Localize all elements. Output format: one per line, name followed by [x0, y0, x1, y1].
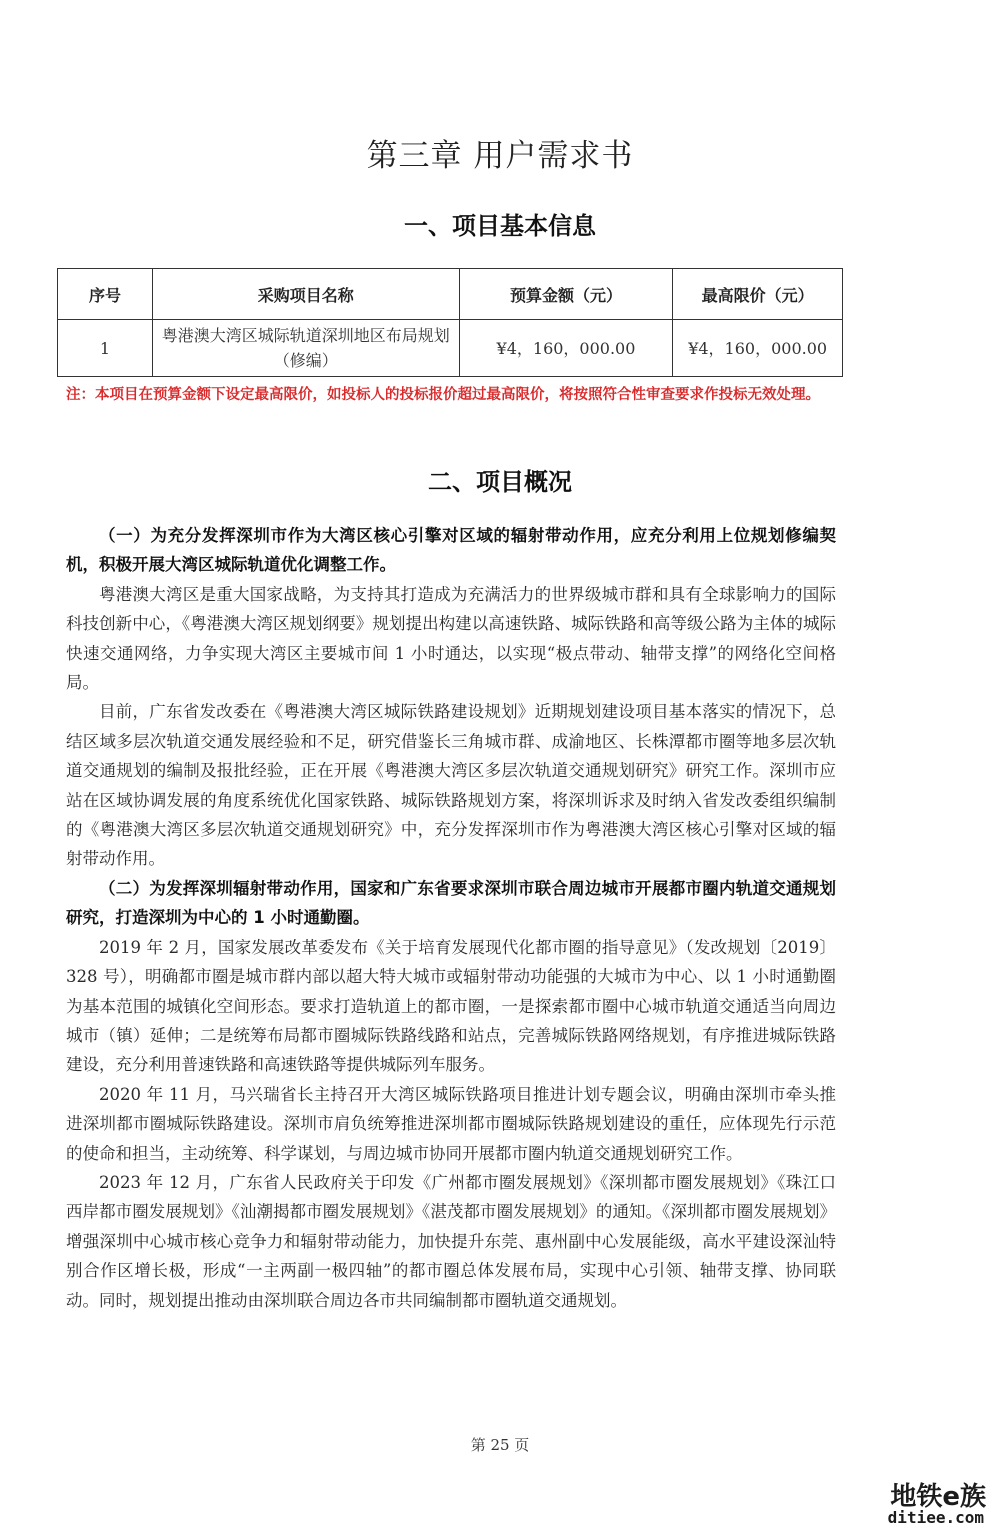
overview-body: [66, 521, 836, 1315]
page-number: 第 25 页: [470, 1436, 530, 1454]
body-paragraph: 2020 年 11 月，马兴瑞省长主持召开大湾区城际铁路项目推进计划专题会议，明确由深圳市牵头推进深圳都市圈城际铁路建设。深圳市肩负统筹推进深圳都市圈城际铁路规划建设的重任，应体现先行示范的使命和担当，主动统筹、科学谋划，与周边城市协同开展都市圈内轨道交通规划研究工作。: [66, 1084, 836, 1163]
body-paragraph: 目前，广东省发改委在《粤港澳大湾区城际铁路建设规划》近期规划建设项目基本落实的情况下，总结区域多层次轨道交通发展经验和不足，研究借鉴长三角城市群、成渝地区、长株潭都市圈等地多层次轨道交通规划的编制及报批经验，正在开展《粤港澳大湾区多层次轨道交通规划研究》研究工作。深圳市应站在区域协调发展的角度系统优化国家铁路、城际铁路规划方案，将深圳诉求及时纳入省发改委组织编制的《粤港澳大湾区多层次轨道交通规划研究》中，充分发挥深圳市作为粤港澳大湾区核心引擎对区域的辐射带动作用。: [66, 702, 836, 869]
table-header-row: [58, 269, 843, 320]
header-max-price: 最高限价（元）: [673, 269, 843, 320]
table-row: [58, 320, 843, 377]
header-serial: 序号: [58, 269, 153, 320]
cell-max-price: ¥4，160，000.00: [673, 320, 843, 377]
cell-serial: 1: [58, 320, 153, 377]
body-paragraph: 粤港澳大湾区是重大国家战略，为支持其打造成为充满活力的世界级城市群和具有全球影响力的国际科技创新中心，《粤港澳大湾区规划纲要》规划提出构建以高速铁路、城际铁路和高等级公路为主体的城际快速交通网络，力争实现大湾区主要城市间 1 小时通达，以实现“极点带动、轴带支撑”的网络化空间格局。: [66, 584, 836, 693]
header-project-name: 采购项目名称: [152, 269, 459, 320]
project-info-table: [57, 268, 843, 377]
subheading-paragraph: （二）为发挥深圳辐射带动作用，国家和广东省要求深圳市联合周边城市开展都市圈内轨道交通规划研究，打造深圳为中心的 1 小时通勤圈。: [66, 878, 836, 928]
watermark-logo-text: 地铁e族: [890, 1482, 986, 1512]
cell-budget: ¥4，160，000.00: [459, 320, 673, 377]
cell-project-name: 粤港澳大湾区城际轨道深圳地区布局规划（修编）: [152, 320, 459, 377]
site-watermark: [840, 1476, 990, 1532]
table-note: 注：本项目在预算金额下设定最高限价，如投标人的投标报价超过最高限价，将按照符合性审查要求作投标无效处理。: [66, 387, 820, 403]
subheading-paragraph: （一）为充分发挥深圳市作为大湾区核心引擎对区域的辐射带动作用，应充分利用上位规划修编契机，积极开展大湾区城际轨道优化调整工作。: [66, 526, 836, 575]
body-paragraph: 2019 年 2 月，国家发展改革委发布《关于培育发展现代化都市圈的指导意见》（发改规划〔2019〕328 号），明确都市圈是城市群内部以超大特大城市或辐射带动功能强的大城市为中心、以 1 小时通勤圈为基本范围的城镇化空间形态。要求打造轨道上的都市圈，一是探索都市圈中心城市轨道交通适当向周边城市（镇）延伸；二是统筹布局都市圈城际铁路线路和站点，完善城际铁路网络规划，有序推进城际铁路建设，充分利用普速铁路和高速铁路等提供城际列车服务。: [66, 937, 836, 1075]
body-paragraph: 2023 年 12 月，广东省人民政府关于印发《广州都市圈发展规划》《深圳都市圈发展规划》《珠江口西岸都市圈发展规划》《汕潮揭都市圈发展规划》《湛茂都市圈发展规划》的通知。《深圳都市圈发展规划》增强深圳中心城市核心竞争力和辐射带动能力，加快提升东莞、惠州副中心发展能级，高水平建设深汕特别合作区增长极，形成“一主两副一极四轴”的都市圈总体发展布局，实现中心引领、轴带支撑、协同联动。同时，规划提出推动由深圳联合周边各市共同编制都市圈轨道交通规划。: [66, 1172, 836, 1310]
header-budget: 预算金额（元）: [459, 269, 673, 320]
watermark-url: ditiee.com: [887, 1508, 984, 1527]
chapter-title: 第三章 用户需求书: [366, 138, 634, 174]
section-title-overview: 二、项目概况: [428, 468, 572, 496]
section-title-basic-info: 一、项目基本信息: [404, 212, 596, 240]
